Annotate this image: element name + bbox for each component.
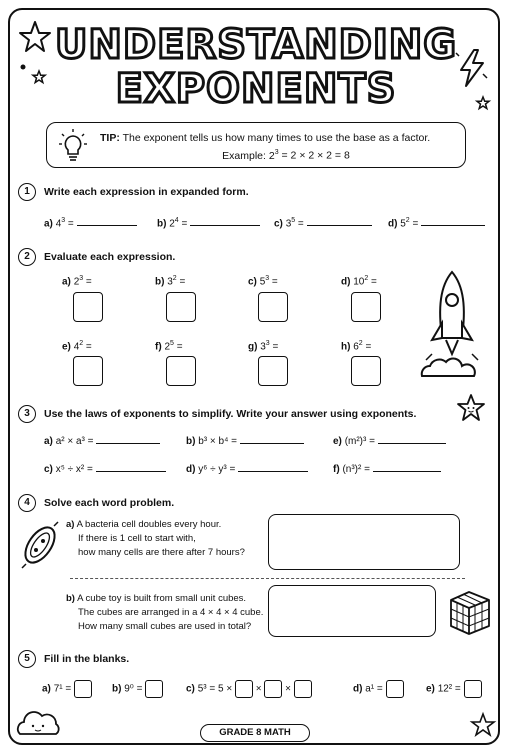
divider bbox=[70, 578, 465, 579]
tip-example: Example: $2^3 = 2 \times 2 \times 2 = 8$ bbox=[222, 149, 350, 162]
bacteria-icon bbox=[18, 520, 62, 570]
s5-item: e) 12² = bbox=[426, 680, 482, 698]
section-number: 5 bbox=[18, 650, 36, 668]
answer-box[interactable] bbox=[73, 292, 103, 322]
rocket-icon bbox=[412, 268, 492, 383]
section-title: Fill in the blanks. bbox=[44, 653, 130, 665]
blank-box[interactable] bbox=[294, 680, 312, 698]
blank-box[interactable] bbox=[264, 680, 282, 698]
s3-item[interactable]: f) (n³)² = bbox=[333, 464, 441, 475]
s3-item[interactable]: c) x⁵ ÷ x² = bbox=[44, 464, 166, 475]
answer-box[interactable] bbox=[258, 356, 288, 386]
blank-box[interactable] bbox=[464, 680, 482, 698]
section-number: 4 bbox=[18, 494, 36, 512]
page-title-line2: EXPONENTS bbox=[115, 66, 397, 112]
section-title: Use the laws of exponents to simplify. Write your answer using exponents. bbox=[44, 408, 417, 420]
s2-item: b) $3^2$ = bbox=[155, 275, 186, 288]
word-problem-a: a) A bacteria cell doubles every hour. If there is 1 cell to start with, how many cells are there after 7 hours? bbox=[66, 519, 245, 558]
blank-box[interactable] bbox=[386, 680, 404, 698]
blank-box[interactable] bbox=[74, 680, 92, 698]
tip-body: The exponent tells us how many times to use the base as a factor. bbox=[122, 132, 431, 144]
section-number: 2 bbox=[18, 248, 36, 266]
smiling-star-icon bbox=[456, 393, 486, 423]
section-number: 1 bbox=[18, 183, 36, 201]
answer-box[interactable] bbox=[166, 356, 196, 386]
s5-item: d) a¹ = bbox=[353, 680, 404, 698]
s1-item[interactable]: a) $4^3$ = bbox=[44, 217, 137, 229]
answer-box[interactable] bbox=[73, 356, 103, 386]
s1-item[interactable]: d) $5^2$ = bbox=[388, 217, 485, 229]
section-number: 3 bbox=[18, 405, 36, 423]
s5-item: c) 5³ = 5 × × × bbox=[186, 680, 312, 698]
s2-item: g) $3^3$ = bbox=[248, 340, 279, 353]
grade-badge: GRADE 8 MATH bbox=[200, 724, 310, 742]
s3-item[interactable]: e) (m²)³ = bbox=[333, 436, 446, 447]
star-icon bbox=[470, 712, 496, 738]
section-title: Evaluate each expression. bbox=[44, 251, 176, 263]
answer-box[interactable] bbox=[351, 292, 381, 322]
blank-box[interactable] bbox=[145, 680, 163, 698]
blank-box[interactable] bbox=[235, 680, 253, 698]
s2-item: c) $5^3$ = bbox=[248, 275, 278, 288]
section-title: Solve each word problem. bbox=[44, 497, 175, 509]
section-title: Write each expression in expanded form. bbox=[44, 186, 249, 198]
s2-item: a) $2^3$ = bbox=[62, 275, 92, 288]
answer-box-b[interactable] bbox=[268, 585, 436, 637]
s3-item[interactable]: b) b³ × b⁴ = bbox=[186, 436, 304, 447]
answer-box-a[interactable] bbox=[268, 514, 460, 570]
answer-box[interactable] bbox=[166, 292, 196, 322]
tip-label: TIP: bbox=[100, 132, 120, 144]
s1-item[interactable]: b) $2^4$ = bbox=[157, 217, 260, 229]
s2-item: f) $2^5$ = bbox=[155, 340, 183, 353]
page-title-line1: UNDERSTANDING bbox=[54, 22, 458, 68]
s3-item[interactable]: d) y⁶ ÷ y³ = bbox=[186, 464, 308, 475]
s5-item: a) 7¹ = bbox=[42, 680, 92, 698]
cloud-icon bbox=[14, 704, 62, 738]
s2-item: d) $10^2$ = bbox=[341, 275, 377, 288]
s2-item: h) $6^2$ = bbox=[341, 340, 372, 353]
s5-item: b) 9⁰ = bbox=[112, 680, 163, 698]
cube-icon bbox=[447, 588, 493, 636]
tip-text bbox=[100, 132, 430, 144]
answer-box[interactable] bbox=[258, 292, 288, 322]
s2-item: e) $4^2$ = bbox=[62, 340, 92, 353]
s3-item[interactable]: a) a² × a³ = bbox=[44, 436, 160, 447]
word-problem-b: b) A cube toy is built from small unit cubes. The cubes are arranged in a 4 × 4 × 4 cube. How many small cubes are used in total? bbox=[66, 593, 264, 632]
answer-box[interactable] bbox=[351, 356, 381, 386]
s1-item[interactable]: c) $3^5$ = bbox=[274, 217, 372, 229]
